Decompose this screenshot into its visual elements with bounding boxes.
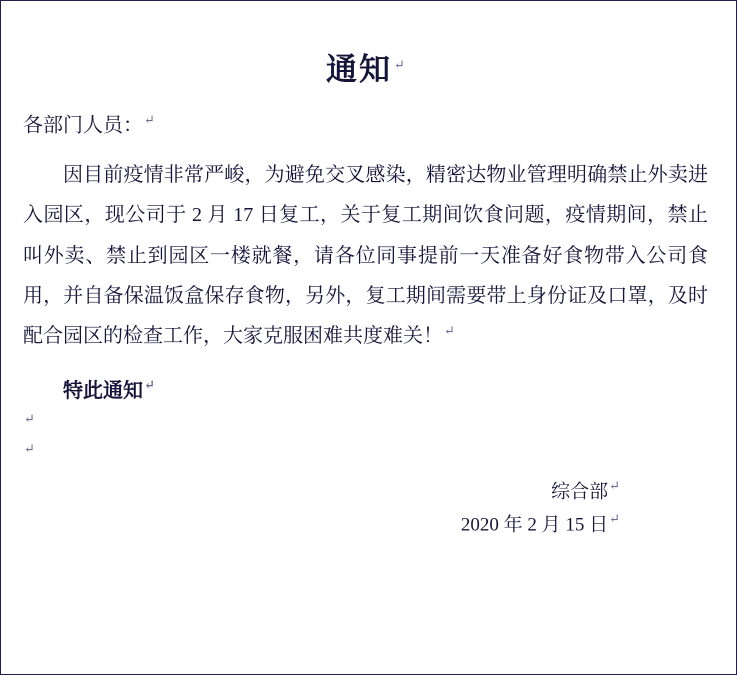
paragraph-mark-icon: ↵ [144, 377, 155, 393]
paragraph-mark-icon: ↵ [24, 441, 35, 457]
empty-paragraph [23, 407, 708, 437]
page-title-text: 通知 [326, 52, 393, 87]
body-paragraph [23, 155, 708, 357]
paragraph-mark-icon: ↵ [24, 411, 35, 427]
signature-block [23, 475, 708, 542]
signature-date [23, 508, 620, 542]
body-paragraph-text: 因目前疫情非常严峻，为避免交叉感染，精密达物业管理明确禁止外卖进入园区，现公司于 2 月 17 日复工，关于复工期间饮食问题，疫情期间，禁止叫外卖、禁止到园区一楼就餐，请各位同事提前一天准备好食物带入公司食用，并自备保温饭盒保存食物，另外，复工期间需要带上身份证及口罩，及时配合园区的检查工作，大家克服困难共度难关！ [23, 163, 708, 348]
salutation [23, 110, 708, 141]
salutation-text: 各部门人员： [23, 114, 143, 137]
signature-department-text: 综合部 [551, 481, 609, 503]
paragraph-mark-icon: ↵ [609, 477, 620, 493]
closing-line [23, 375, 708, 407]
signature-department [23, 475, 620, 509]
page-title [23, 51, 708, 88]
paragraph-mark-icon: ↵ [144, 112, 155, 128]
closing-text: 特此通知 [63, 379, 143, 402]
paragraph-mark-icon: ↵ [394, 56, 405, 72]
paragraph-mark-icon: ↵ [444, 322, 455, 338]
empty-paragraph [23, 437, 708, 467]
signature-date-text: 2020 年 2 月 15 日 [460, 514, 609, 536]
paragraph-mark-icon: ↵ [609, 511, 620, 527]
document-body [1, 1, 736, 542]
